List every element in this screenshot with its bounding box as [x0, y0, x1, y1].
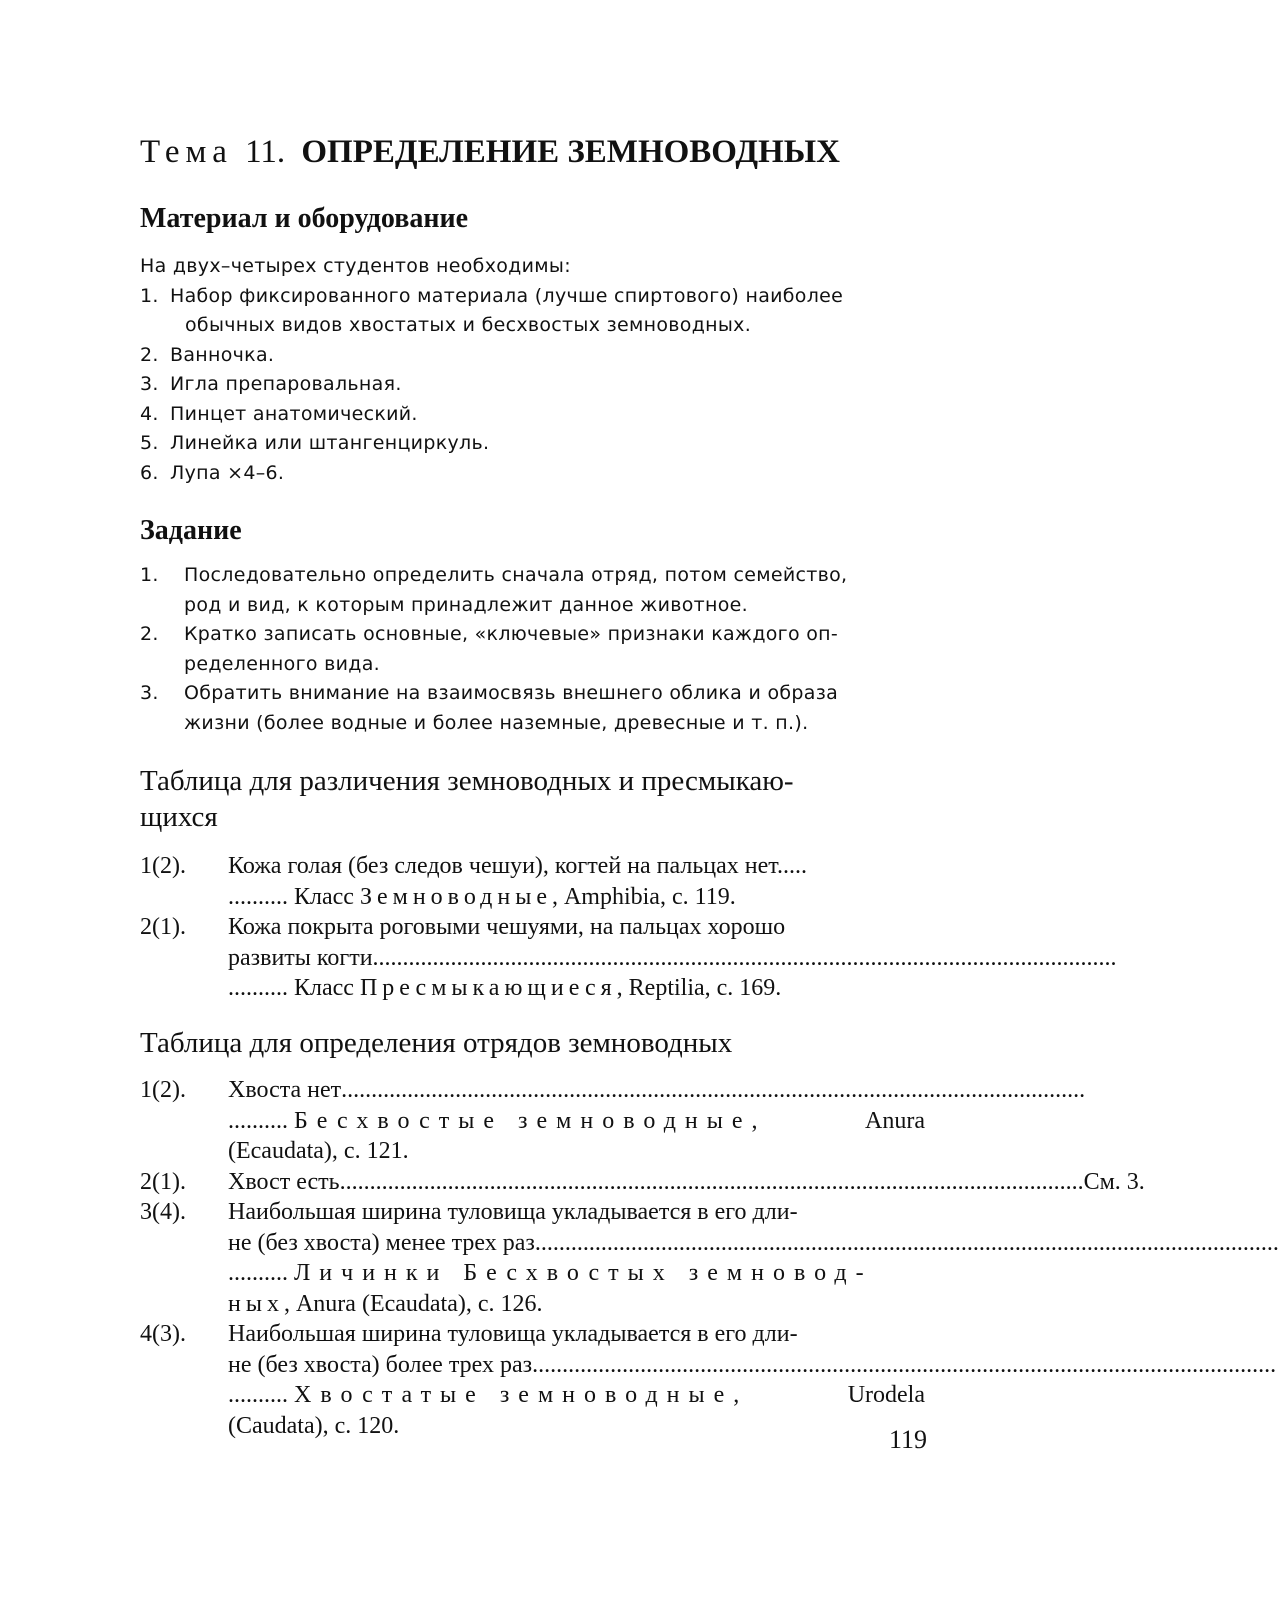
topic-heading: ОПРЕДЕЛЕНИЕ ЗЕМНОВОДНЫХ: [301, 134, 840, 170]
list-item: 3. Игла препаровальная.: [140, 373, 402, 395]
key-result: .......... Класс Пресмыкающиеся, Reptilia, с. 169.: [228, 975, 782, 1001]
materials-heading: Материал и оборудование: [140, 203, 469, 234]
list-item-continuation: обычных видов хвостатых и бесхвостых земноводных.: [185, 314, 752, 336]
dot-leader: ............................................................................................................................: [339, 1168, 1084, 1195]
dot-leader: ............................................................................................................................: [534, 1229, 1279, 1256]
key-entry: 2(1). Хвост есть ............................................................................................................................ См. 3.: [140, 1167, 925, 1198]
page-number: 119: [889, 1425, 928, 1454]
table2-title: Таблица для определения отрядов земноводных: [140, 1027, 733, 1059]
key-result: .......... Класс Земноводные, Amphibia, с. 119.: [228, 883, 736, 910]
list-item: 6. Лупа ×4–6.: [140, 461, 285, 484]
key-entry: 3(4). Наибольшая ширина туловища укладывается в его дли-: [140, 1199, 798, 1225]
key-result: .......... Хвостатые земноводные, Urodela: [228, 1382, 925, 1408]
list-item: 2. Ванночка.: [140, 343, 275, 366]
table2-key: [140, 1075, 1279, 1441]
list-item: 3. Обратить внимание на взаимосвязь внешнего облика и образа: [140, 682, 839, 704]
topic-prefix: Тема: [140, 134, 233, 170]
list-item: 5. Линейка или штангенциркуль.: [140, 432, 490, 454]
list-item-continuation: род и вид, к которым принадлежит данное животное.: [184, 593, 749, 616]
list-item: 1. Последовательно определить сначала отряд, потом семейство,: [140, 564, 848, 586]
dot-leader: ............................................................................................................................: [372, 944, 1117, 971]
dot-leader: ............................................................................................................................: [341, 1077, 1086, 1103]
topic-number: 11.: [245, 134, 286, 170]
key-result-continuation: (Caudata), с. 120.: [228, 1412, 400, 1439]
key-entry: 4(3). Наибольшая ширина туловища укладывается в его дли-: [140, 1321, 798, 1347]
list-item: 1. Набор фиксированного материала (лучше спиртового) наиболее: [140, 284, 844, 307]
table1-key: [140, 851, 1117, 1004]
materials-list: [140, 252, 940, 488]
list-item-continuation: ределенного вида.: [184, 652, 380, 675]
key-result-continuation: ных, Anura (Ecaudata), с. 126.: [228, 1290, 543, 1317]
key-entry-continuation: не (без хвоста) менее трех раз ............................................................................................................................: [140, 1228, 925, 1259]
dot-leader: ............................................................................................................................: [532, 1351, 1277, 1378]
key-entry: 1(2). Кожа голая (без следов чешуи), когтей на пальцах нет.....: [140, 853, 807, 879]
key-entry-continuation: не (без хвоста) более трех раз ............................................................................................................................: [140, 1350, 925, 1381]
topic-title: [140, 134, 840, 171]
key-entry: 2(1). Кожа покрыта роговыми чешуями, на пальцах хорошо: [140, 914, 786, 940]
materials-intro: На двух–четырех студентов необходимы:: [140, 255, 571, 277]
task-heading: Задание: [140, 515, 242, 546]
table1-title: Таблица для различения земноводных и пресмыкаю- щихся: [140, 765, 794, 833]
list-item: 4. Пинцет анатомический.: [140, 402, 418, 425]
key-result: .......... Бесхвостые земноводные, Anura: [228, 1107, 925, 1134]
key-result-continuation: (Ecaudata), с. 121.: [228, 1138, 409, 1164]
key-entry-continuation: развиты когти ............................................................................................................................: [140, 943, 925, 974]
key-result: .......... Личинки Бесхвостых земновод-: [228, 1260, 873, 1286]
key-entry: 1(2). Хвоста нет ............................................................................................................................: [140, 1075, 925, 1106]
list-item-continuation: жизни (более водные и более наземные, древесные и т. п.).: [184, 711, 809, 734]
task-list: [140, 561, 940, 738]
list-item: 2. Кратко записать основные, «ключевые» признаки каждого оп-: [140, 623, 839, 645]
